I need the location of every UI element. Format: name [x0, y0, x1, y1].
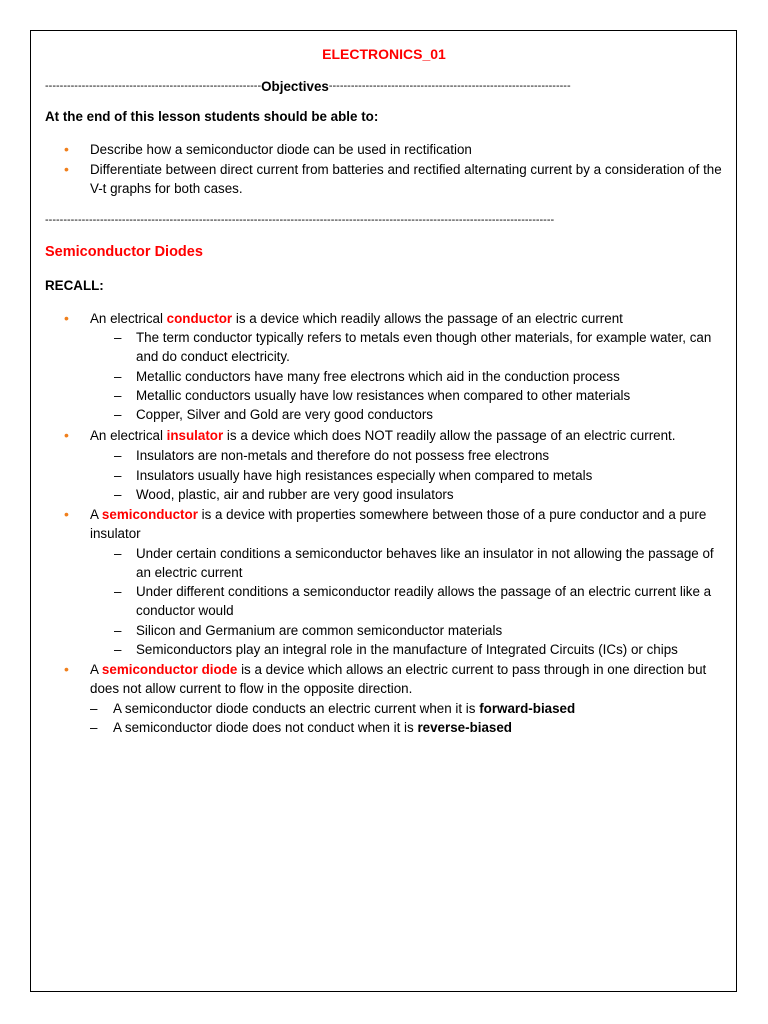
dash-icon: –: [90, 720, 98, 735]
semiconductor-definition: [90, 505, 710, 543]
semiconductor-pre: A: [90, 507, 102, 522]
bullet-icon: •: [64, 661, 69, 677]
conductor-sub-item: The term conductor typically refers to metals even though other materials, for example water, can and do conduct electricity.: [136, 330, 712, 364]
diode-sub1-text: A semiconductor diode conducts an electric current when it is: [113, 701, 480, 716]
dash-icon: –: [114, 407, 122, 422]
forward-biased-term: forward-biased: [479, 701, 576, 716]
bullet-icon: •: [64, 310, 69, 326]
divider-dashes: -------------------------------------------------------------------------------------------------------------------------------------------: [45, 214, 555, 226]
dash-icon: –: [114, 642, 122, 657]
objective-item: Differentiate between direct current from batteries and rectified alternating current by a consideration of the V-t graphs for both cases.: [90, 162, 722, 196]
dash-icon: –: [90, 701, 98, 716]
insulator-sub-item: Insulators usually have high resistances especially when compared to metals: [136, 468, 593, 483]
dash-icon: –: [114, 330, 122, 345]
conductor-pre: An electrical: [90, 311, 167, 326]
objectives-intro: At the end of this lesson students should be able to:: [45, 109, 379, 124]
insulator-pre: An electrical: [90, 428, 167, 443]
dash-icon: –: [114, 369, 122, 384]
diode-pre: A: [90, 662, 102, 677]
conductor-definition: [90, 309, 623, 328]
conductor-sub-item: Metallic conductors have many free electrons which aid in the conduction process: [136, 369, 620, 384]
objective-item: Describe how a semiconductor diode can be used in rectification: [90, 142, 472, 157]
dash-icon: –: [114, 584, 122, 599]
semiconductor-post: is a device with properties somewhere between those of a pure conductor and a pure insulator: [90, 507, 707, 541]
dash-icon: –: [114, 487, 122, 502]
diode-sub-item: [113, 699, 575, 718]
objectives-label: Objectives: [261, 79, 329, 94]
diode-post: is a device which allows an electric current to pass through in one direction but does not allow current to flow in the opposite direction.: [90, 662, 707, 696]
diode-definition: [90, 660, 715, 698]
document-title: ELECTRONICS_01: [322, 46, 446, 62]
diode-term: semiconductor diode: [101, 662, 238, 677]
diode-sub-item: [113, 718, 512, 737]
dash-icon: –: [114, 546, 122, 561]
dash-icon: –: [114, 388, 122, 403]
section-divider: [45, 211, 698, 230]
divider-dashes-right: ------------------------------------------------------------------: [328, 80, 571, 92]
reverse-biased-term: reverse-biased: [417, 720, 512, 735]
diode-sub2-text: A semiconductor diode does not conduct when it is: [113, 720, 418, 735]
insulator-sub-item: Wood, plastic, air and rubber are very good insulators: [136, 487, 454, 502]
conductor-sub-item: Metallic conductors usually have low resistances when compared to other materials: [136, 388, 631, 403]
conductor-post: is a device which readily allows the passage of an electric current: [232, 311, 623, 326]
dash-icon: –: [114, 468, 122, 483]
conductor-sub-item: Copper, Silver and Gold are very good conductors: [136, 407, 433, 422]
insulator-post: is a device which does NOT readily allow the passage of an electric current.: [223, 428, 676, 443]
divider-dashes-left: -----------------------------------------------------------: [45, 80, 262, 92]
recall-label: RECALL:: [45, 278, 104, 293]
bullet-icon: •: [64, 427, 69, 443]
section-heading: Semiconductor Diodes: [45, 244, 203, 260]
objectives-divider: [45, 77, 698, 96]
semiconductor-term: semiconductor: [101, 507, 198, 522]
bullet-icon: •: [64, 141, 69, 157]
bullet-icon: •: [64, 161, 69, 177]
semiconductor-sub-item: Semiconductors play an integral role in the manufacture of Integrated Circuits (ICs) or chips: [136, 642, 678, 657]
insulator-sub-item: Insulators are non-metals and therefore do not possess free electrons: [136, 448, 550, 463]
insulator-term: insulator: [166, 428, 224, 443]
semiconductor-sub-item: Under different conditions a semiconductor readily allows the passage of an electric current like a conductor would: [136, 584, 712, 618]
conductor-term: conductor: [166, 311, 233, 326]
dash-icon: –: [114, 623, 122, 638]
dash-icon: –: [114, 448, 122, 463]
semiconductor-sub-item: Under certain conditions a semiconductor behaves like an insulator in not allowing the passage of an electric current: [136, 546, 714, 580]
bullet-icon: •: [64, 506, 69, 522]
insulator-definition: [90, 426, 675, 445]
semiconductor-sub-item: Silicon and Germanium are common semiconductor materials: [136, 623, 503, 638]
